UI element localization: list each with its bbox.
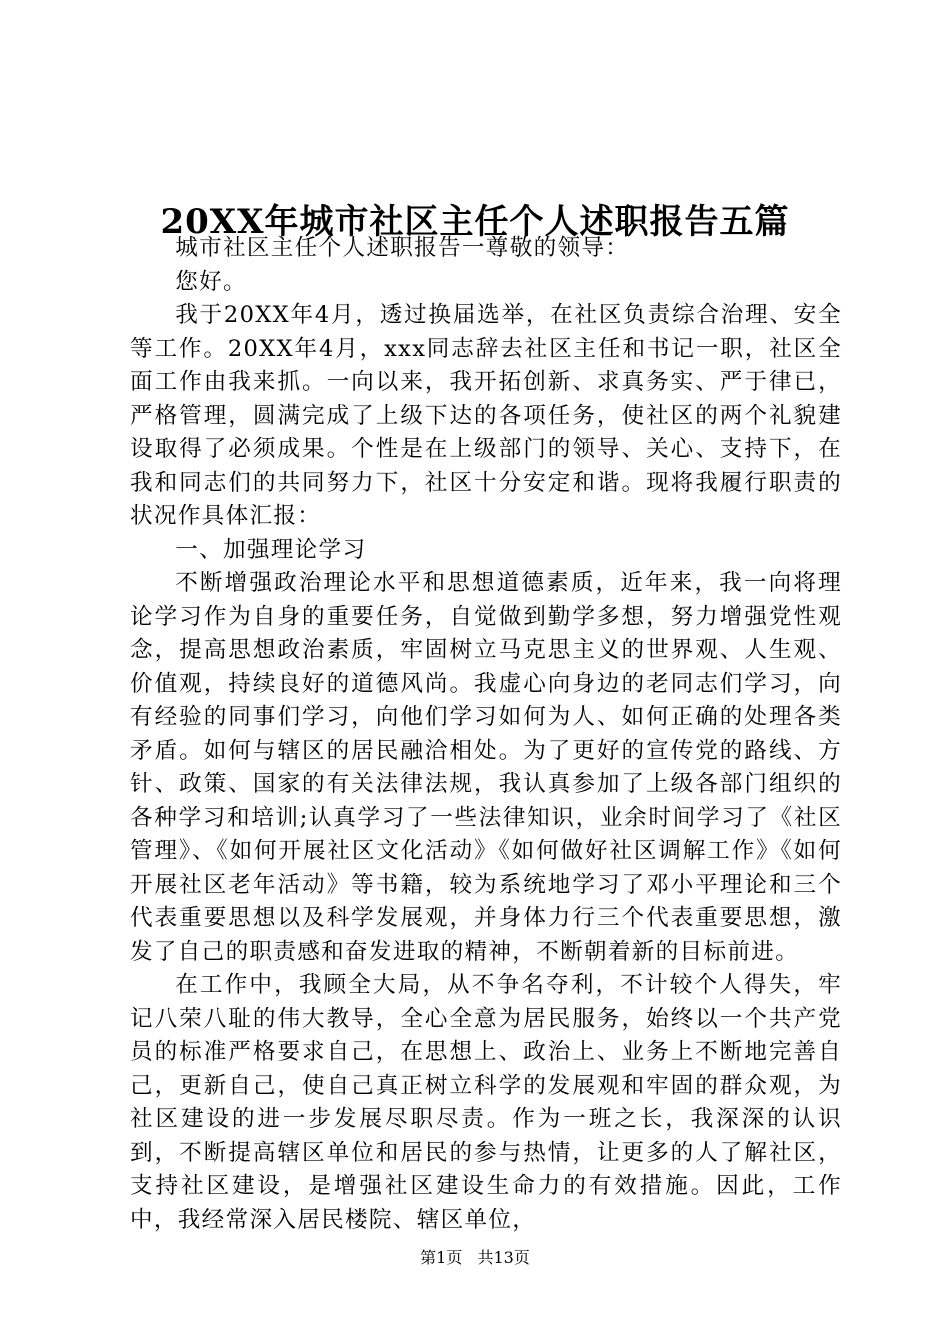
paragraph-greeting: 您好。 (175, 268, 247, 295)
page-number: 第1页 (420, 1248, 463, 1267)
paragraph-salutation: 城市社区主任个人述职报告一尊敬的领导： (175, 235, 630, 261)
page-footer (0, 1245, 950, 1268)
document-body (130, 232, 842, 1237)
section-heading: 一、加强理论学习 (175, 536, 367, 563)
document-title: 20XX年城市社区主任个人述职报告五篇 (160, 201, 790, 242)
paragraph-intro: 我于20XX年4月，透过换届选举，在社区负责综合治理、安全等工作。20XX年4月，xxx同志辞去社区主任和书记一职，社区全面工作由我来抓。一向以来，我开拓创新、求真务实、严于律已，严格管理，圆满完成了上级下达的各项任务，使社区的两个礼貌建设取得了必须成果。个性是在上级部门的领导、关心、支持下，在我和同志们的共同努力下，社区十分安定和谐。现将我履行职责的状况作具体汇报： (130, 302, 842, 529)
paragraph-theory-study: 不断增强政治理论水平和思想道德素质，近年来，我一向将理论学习作为自身的重要任务，自觉做到勤学多想，努力增强党性观念，提高思想政治素质，牢固树立马克思主义的世界观、人生观、价值观，持续良好的道德风尚。我虚心向身边的老同志们学习，向有经验的同事们学习，向他们学习如何为人、如何正确的处理各类矛盾。如何与辖区的居民融洽相处。为了更好的宣传党的路线、方针、政策、国家的有关法律法规，我认真参加了上级各部门组织的各种学习和培训;认真学习了一些法律知识，业余时间学习了《社区管理》、《如何开展社区文化活动》《如何做好社区调解工作》《如何开展社区老年活动》等书籍，较为系统地学习了邓小平理论和三个代表重要思想以及科学发展观，并身体力行三个代表重要思想，激发了自己的职责感和奋发进取的精神，不断朝着新的目标前进。 (130, 570, 842, 965)
paragraph-work: 在工作中，我顾全大局，从不争名夺利，不计较个人得失，牢记八荣八耻的伟大教导，全心全意为居民服务，始终以一个共产党员的标准严格要求自己，在思想上、政治上、业务上不断地完善自己，更新自己，使自己真正树立科学的发展观和牢固的群众观，为社区建设的进一步发展尽职尽责。作为一班之长，我深深的认识到，不断提高辖区单位和居民的参与热情，让更多的人了解社区，支持社区建设，是增强社区建设生命力的有效措施。因此，工作中，我经常深入居民楼院、辖区单位， (130, 972, 842, 1233)
page-total: 共13页 (477, 1248, 530, 1267)
